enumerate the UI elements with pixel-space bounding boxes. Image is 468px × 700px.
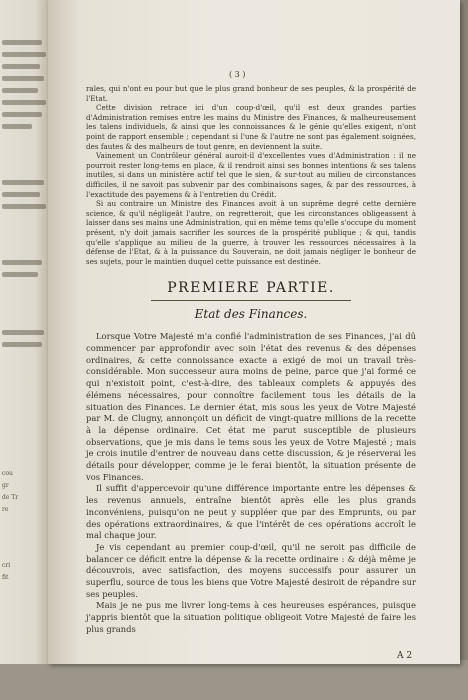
signature-mark: A 2 — [397, 651, 413, 661]
prev-margin-note: re — [2, 506, 9, 513]
prev-text-line — [2, 180, 44, 185]
intro-paragraph: Cette division retrace ici d'un coup-d'œil, qu'il est deux grandes parties d'Administration remises entre les mains du Ministre des Finances, & malheureusement les talens individuels, & ainsi que les connoissances & le génie qu'elles exigent, n'ont point de rapport ensemble ; cependant si l'une & l'autre ne sont pas également soignées, des fautes & des malheurs de tout genre, en deviennent la suite. — [86, 103, 416, 151]
prev-text-line — [2, 272, 38, 277]
body-paragraph: Il suffit d'appercevoir qu'une différence importante entre les dépenses & les revenus annuels, entraîne bientôt après elle les plus grands inconvéniens, puisqu'on ne peut y suppléer que par des Emprunts, ou par des opérations extraordinaires, & que l'intérêt de ces opérations accroît le mal chaque jour. — [86, 483, 416, 541]
background-surface — [0, 660, 468, 700]
page-number: ( 3 ) — [229, 70, 246, 79]
prev-margin-note: de Tr — [2, 494, 19, 501]
prev-text-line — [2, 342, 42, 347]
prev-text-line — [2, 76, 44, 81]
prev-text-line — [2, 192, 40, 197]
section-subtitle: Etat des Finances. — [194, 307, 308, 322]
prev-text-line — [2, 100, 46, 105]
prev-margin-note: cou — [2, 470, 13, 477]
prev-text-line — [2, 260, 42, 265]
document-page — [48, 0, 460, 664]
prev-text-line — [2, 88, 38, 93]
prev-text-line — [2, 64, 40, 69]
prev-margin-note: gr — [2, 482, 9, 489]
prev-text-line — [2, 330, 44, 335]
prev-margin-note: cri — [2, 562, 11, 569]
prev-text-line — [2, 112, 42, 117]
prev-text-line — [2, 124, 32, 129]
prev-text-line — [2, 52, 46, 57]
body-paragraph: Je vis cependant au premier coup-d'œil, qu'il ne seroit pas difficile de balancer ce déficit entre la dépense & la recette ordinaire : & déjà même je découvrois, avec satisfaction, des moyens successifs pour assurer un superflu, source de tous les biens que Votre Majesté desiroit de répandre sur ses peuples. — [86, 541, 416, 599]
prev-text-line — [2, 204, 46, 209]
body-text — [86, 331, 416, 635]
body-paragraph: Mais je ne pus me livrer long-tems à ces heureuses espérances, puisque j'appris bientôt que la situation politique obligeoit Votre Majesté de faire les plus grands — [86, 600, 416, 634]
section-title: PREMIERE PARTIE. — [167, 280, 335, 297]
prev-text-line — [2, 40, 42, 45]
intro-paragraph: Si au contraire un Ministre des Finances avoit à un suprême degré cette dernière science, & qu'il négligeât l'autre, on regretteroit, que les circonstances obligeassent à laisser dans ses mains une Administration, qui en même tems qu'elle s'occupe du moment présent, n'y doit jamais sacrifier les sources de la prospérité publique ; & qui, tandis qu'elle s'applique au milieu de la guerre, à trouver les ressources nécessaires à la défense de l'Etat, & à la puissance du Souverain, ne doit jamais négliger le bonheur de ses sujets, pour le maintien duquel cette puissance est destinée. — [86, 199, 416, 266]
intro-paragraph: Vainement un Contrôleur général auroit-il d'excellentes vues d'Administration : il ne pourroit rester long-tems en place, & il rendroit ainsi ses bonnes intentions & ses talens inutiles, si dans un ministère actif tel que le sien, & sur-tout au milieu de circonstances difficiles, il ne savoit pas subvenir par des combinaisons sages, & par des ressources, à l'exactitude des payemens & à l'entretien du Crédit. — [86, 151, 416, 199]
section-rule — [151, 300, 351, 301]
prev-margin-note: fit — [2, 574, 9, 581]
body-paragraph: Lorsque Votre Majesté m'a confié l'administration de ses Finances, j'ai dû commencer par approfondir avec soin l'état des revenus & des dépenses ordinaires, & cette connoissance exacte a exigé de moi un travail très-considérable. Mon successeur aura moins de peine, parce que j'ai formé ce qui n'existoit point, c'est-à-dire, des tableaux complets & appuyés des élémens nécessaires, pour connoître facilement tous les détails de la situation des Finances. Le dernier état, mis sous les yeux de Votre Majesté par M. de Clugny, annonçoit un déficit de vingt-quatre millions de la recette à la dépense ordinaire. Cet état me parut susceptible de plusieurs observations, que je mis dans le tems sous les yeux de Votre Majesté ; mais je crois inutile d'entrer de nouveau dans cette discussion, & je réserverai les détails pour développer, comme je le ferai bientôt, la situation présente de vos Finances. — [86, 331, 416, 482]
intro-paragraph: rales, qui n'ont eu pour but que le plus grand bonheur de ses peuples, & la prospérité de l'Etat. — [86, 84, 416, 103]
page-text-block — [86, 84, 416, 636]
previous-page-edge — [0, 0, 51, 664]
